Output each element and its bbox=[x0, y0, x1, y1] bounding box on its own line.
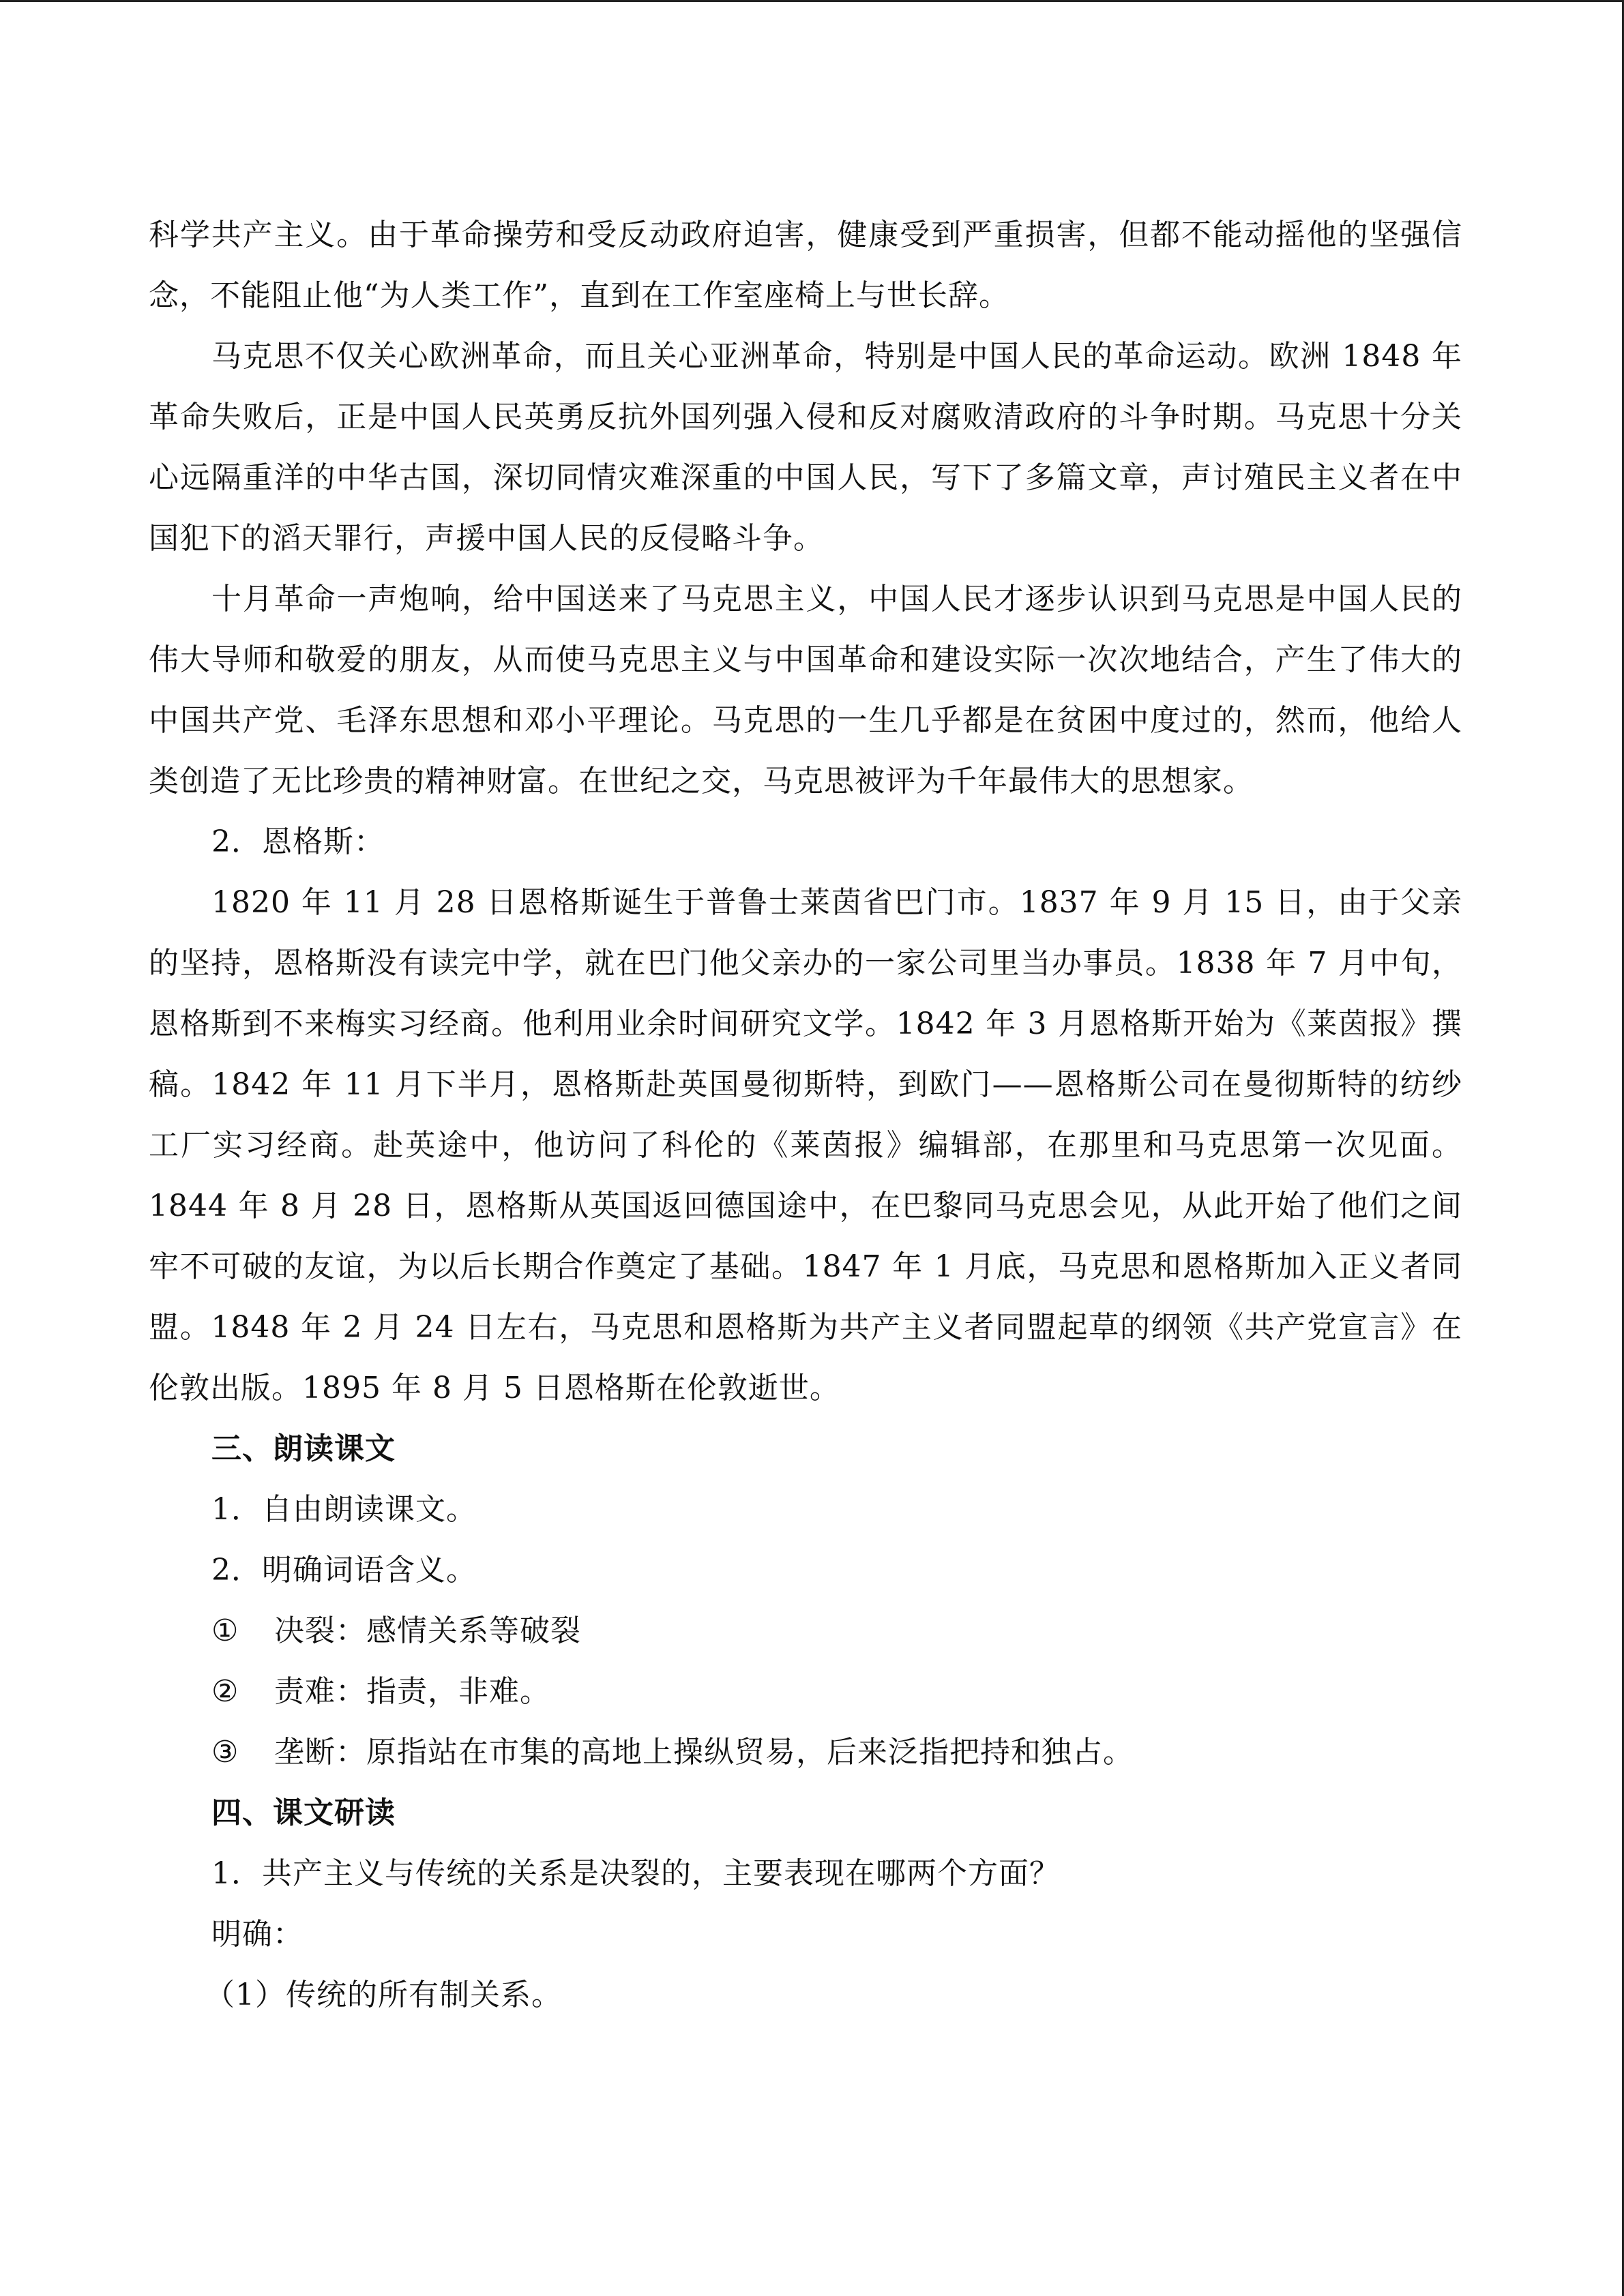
paragraph-marx-health: 科学共产主义。由于革命操劳和受反动政府迫害，健康受到严重损害，但都不能动摇他的坚强信念，不能阻止他“为人类工作”，直到在工作室座椅上与世长辞。 bbox=[149, 218, 1462, 313]
term-text: 垄断：原指站在市集的高地上操纵贸易，后来泛指把持和独占。 bbox=[274, 1735, 1134, 1770]
term-item bbox=[149, 1600, 1462, 1661]
term-text: 责难：指责，非难。 bbox=[274, 1674, 550, 1709]
paragraph-october-revolution: 十月革命一声炮响，给中国送来了马克思主义，中国人民才逐步认识到马克思是中国人民的伟大导师和敬爱的朋友，从而使马克思主义与中国革命和建设实际一次次地结合，产生了伟大的中国共产党、毛泽东思想和邓小平理论。马克思的一生几乎都是在贫困中度过的，然而，他给人类创造了无比珍贵的精神财富。在世纪之交，马克思被评为千年最伟大的思想家。 bbox=[149, 582, 1462, 799]
term-item bbox=[149, 1722, 1462, 1783]
page-border-top bbox=[0, 0, 1624, 2]
answer-label: 明确： bbox=[211, 1917, 304, 1952]
section-title-reading: 三、朗读课文 bbox=[211, 1431, 396, 1466]
term-marker: ① bbox=[211, 1613, 239, 1648]
reading-item-1: 1．自由朗读课文。 bbox=[211, 1492, 477, 1527]
section-title-study: 四、课文研读 bbox=[211, 1795, 396, 1830]
study-question-1: 1．共产主义与传统的关系是决裂的，主要表现在哪两个方面？ bbox=[211, 1856, 1060, 1891]
document-body bbox=[149, 205, 1462, 2025]
paragraph-marx-asia: 马克思不仅关心欧洲革命，而且关心亚洲革命，特别是中国人民的革命运动。欧洲 1848 年革命失败后，正是中国人民英勇反抗外国列强入侵和反对腐败清政府的斗争时期。马克思十分关心远隔重洋的中华古国，深切同情灾难深重的中国人民，写下了多篇文章，声讨殖民主义者在中国犯下的滔天罪行，声援中国人民的反侵略斗争。 bbox=[149, 339, 1462, 556]
term-text: 决裂：感情关系等破裂 bbox=[274, 1613, 581, 1648]
term-marker: ③ bbox=[211, 1735, 239, 1770]
term-marker: ② bbox=[211, 1674, 239, 1709]
term-item bbox=[149, 1661, 1462, 1722]
paragraph-engels-biography: 1820 年 11 月 28 日恩格斯诞生于普鲁士莱茵省巴门市。1837 年 9 月 15 日，由于父亲的坚持，恩格斯没有读完中学，就在巴门他父亲办的一家公司里当办事员。1838 年 7 月中旬，恩格斯到不来梅实习经商。他利用业余时间研究文学。1842 年 3 月恩格斯开始为《莱茵报》撰稿。1842 年 11 月下半月，恩格斯赴英国曼彻斯特，到欧门——恩格斯公司在曼彻斯特的纺纱工厂实习经商。赴英途中，他访问了科伦的《莱茵报》编辑部，在那里和马克思第一次见面。1844 年 8 月 28 日，恩格斯从英国返回德国途中，在巴黎同马克思会见，从此开始了他们之间牢不可破的友谊，为以后长期合作奠定了基础。1847 年 1 月底，马克思和恩格斯加入正义者同盟。1848 年 2 月 24 日左右，马克思和恩格斯为共产主义者同盟起草的纲领《共产党宣言》在伦敦出版。1895 年 8 月 5 日恩格斯在伦敦逝世。 bbox=[149, 885, 1462, 1405]
reading-item-2: 2．明确词语含义。 bbox=[211, 1553, 477, 1587]
heading-engels: 2．恩格斯： bbox=[211, 824, 385, 859]
answer-item-1: （1）传统的所有制关系。 bbox=[205, 1978, 562, 2012]
